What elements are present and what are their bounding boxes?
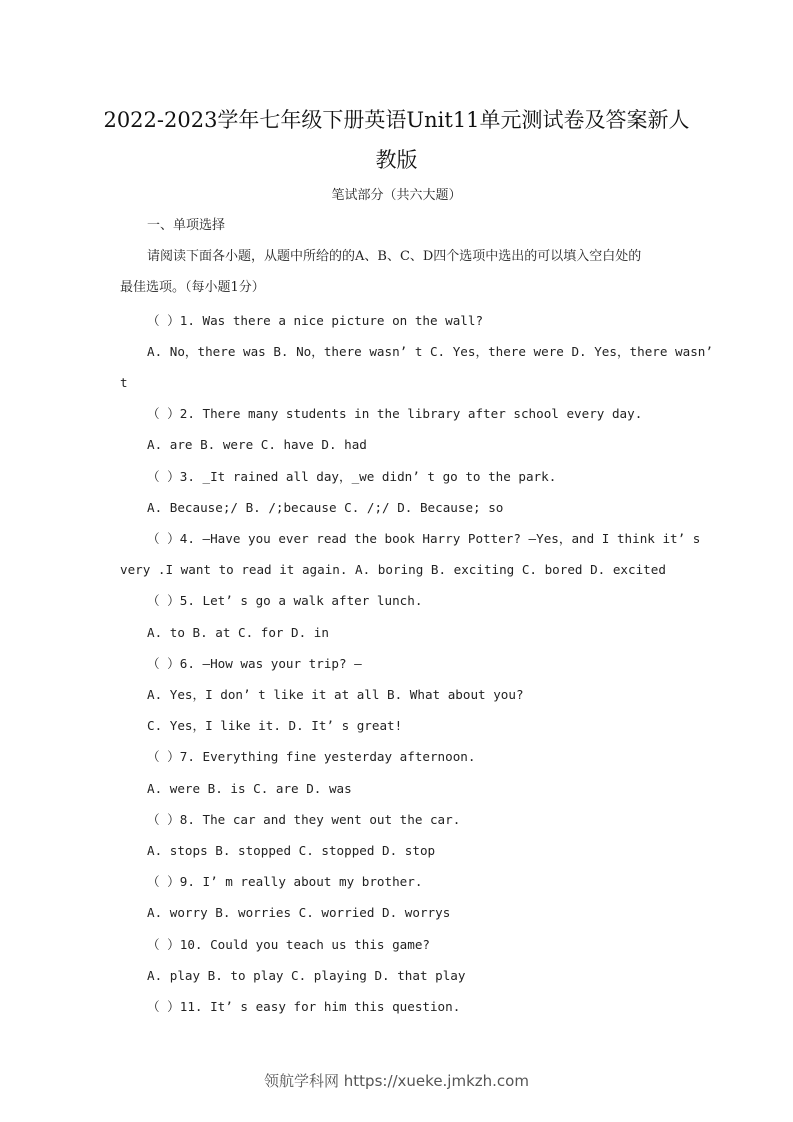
document-title: 2022-2023学年七年级下册英语Unit11单元测试卷及答案新人教版 [103, 108, 690, 172]
question-6: （ ）6. —How was your trip? — [147, 656, 362, 671]
footer-watermark: 领航学科网 https://xueke.jmkzh.com [264, 1072, 529, 1090]
instruction-line-2: 最佳选项。（每小题1分） [120, 280, 265, 295]
options-2: A. are B. were C. have D. had [147, 437, 367, 452]
options-6b: C. Yes，I like it. D. It’ s great! [147, 718, 403, 733]
options-7: A. were B. is C. are D. was [147, 781, 352, 796]
question-1: （ ）1. Was there a nice picture on the wall? [147, 313, 484, 328]
options-5: A. to B. at C. for D. in [147, 625, 329, 640]
question-2: （ ）2. There many students in the library after school every day. [147, 406, 643, 421]
question-9: （ ）9. I’ m really about my brother. [147, 874, 423, 889]
question-10: （ ）10. Could you teach us this game? [147, 937, 430, 952]
question-11: （ ）11. It’ s easy for him this question. [147, 999, 461, 1014]
question-4: （ ）4. —Have you ever read the book Harry Potter? —Yes，and I think it’ s [147, 531, 701, 546]
options-9: A. worry B. worries C. worried D. worrys [147, 905, 451, 920]
options-10: A. play B. to play C. playing D. that play [147, 968, 466, 983]
document-subtitle: 笔试部分（共六大题） [331, 188, 462, 203]
options-8: A. stops B. stopped C. stopped D. stop [147, 843, 436, 858]
question-4-cont: very .I want to read it again. A. boring B. exciting C. bored D. excited [120, 562, 666, 577]
question-8: （ ）8. The car and they went out the car. [147, 812, 461, 827]
question-5: （ ）5. Let’ s go a walk after lunch. [147, 593, 423, 608]
options-6a: A. Yes，I don’ t like it at all B. What about you? [147, 687, 524, 702]
section-heading: 一、单项选择 [147, 218, 226, 233]
question-7: （ ）7. Everything fine yesterday afternoon. [147, 749, 476, 764]
instruction-line-1: 请阅读下面各小题，从题中所给的的A、B、C、D四个选项中选出的可以填入空白处的 [147, 249, 642, 264]
question-3: （ ）3. _It rained all day，_we didn’ t go to the park. [147, 469, 557, 484]
options-1-cont: t [120, 375, 128, 390]
options-3: A. Because;/ B. /;because C. /;/ D. Because; so [147, 500, 504, 515]
options-1: A. No，there was B. No，there wasn’ t C. Yes，there were D. Yes，there wasn’ [147, 344, 713, 359]
